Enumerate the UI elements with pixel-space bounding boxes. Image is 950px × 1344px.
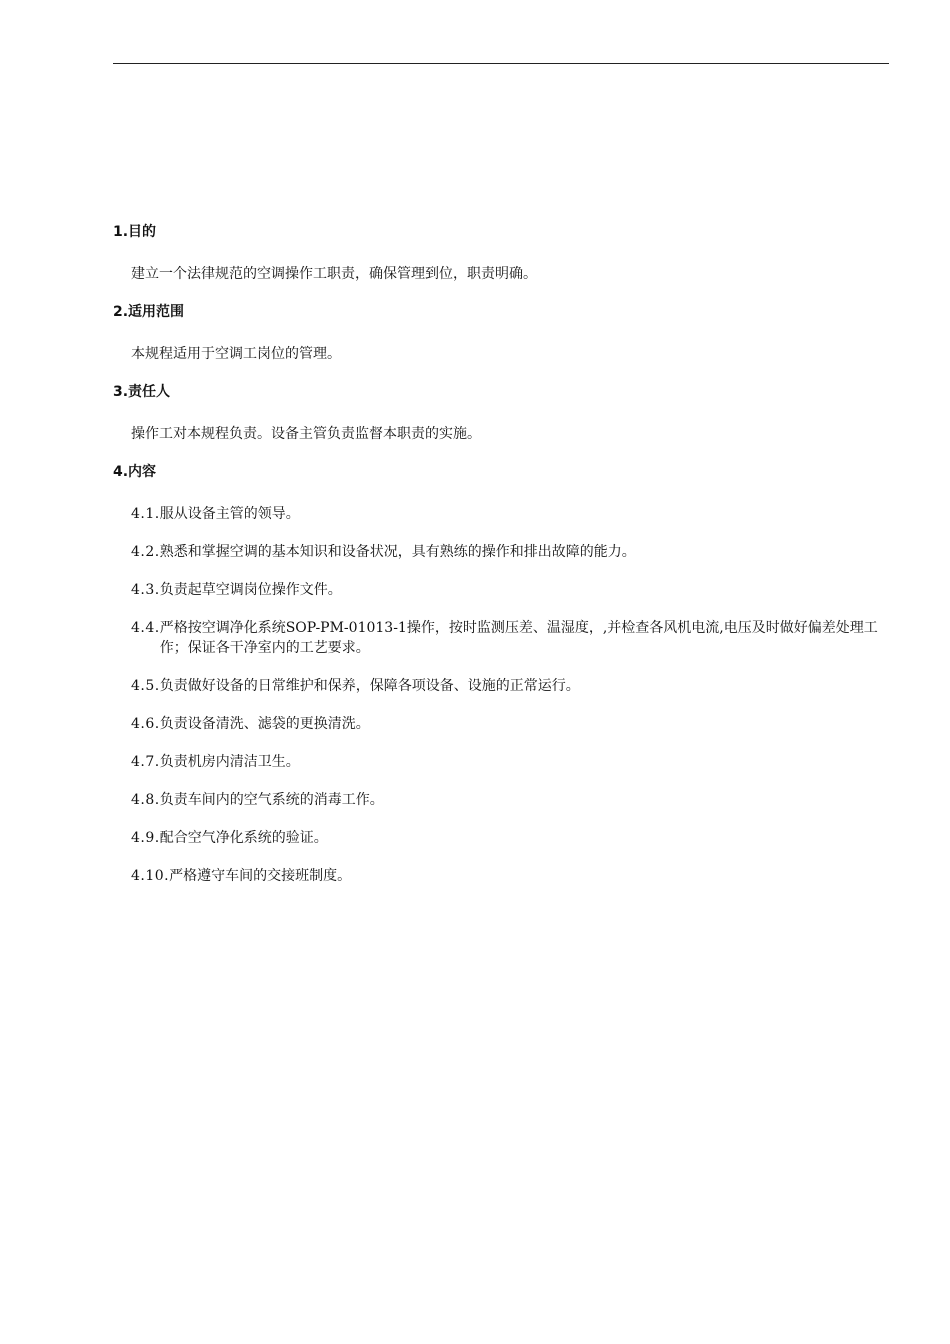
list-item: [113, 542, 891, 562]
list-item: [113, 618, 891, 658]
list-item: [113, 676, 891, 696]
item-number: 4.4.: [131, 620, 160, 636]
item-number: 4.10.: [131, 868, 170, 884]
list-item: [113, 752, 891, 772]
item-number: 4.2.: [131, 544, 160, 560]
list-item: [113, 866, 891, 886]
section-heading: 2.适用范围: [113, 304, 185, 320]
item-number: 4.5.: [131, 678, 160, 694]
section-responsible: [113, 382, 891, 462]
item-text: 负责做好设备的日常维护和保养，保障各项设备、设施的正常运行。: [159, 678, 580, 694]
item-number: 4.9.: [131, 830, 160, 846]
section-heading: 3.责任人: [113, 384, 171, 400]
list-item: [113, 714, 891, 734]
section-scope: [113, 302, 891, 382]
item-text: 负责车间内的空气系统的消毒工作。: [159, 792, 384, 808]
section-purpose: [113, 222, 891, 302]
item-text: 负责设备清洗、滤袋的更换清洗。: [159, 716, 370, 732]
item-number: 4.3.: [131, 582, 160, 598]
section-body: 本规程适用于空调工岗位的管理。: [131, 346, 341, 362]
section-body: 操作工对本规程负责。设备主管负责监督本职责的实施。: [131, 426, 481, 442]
list-item: [113, 790, 891, 810]
item-text: 熟悉和掌握空调的基本知识和设备状况，具有熟练的操作和排出故障的能力。: [159, 544, 636, 560]
item-number: 4.8.: [131, 792, 160, 808]
item-text: 严格遵守车间的交接班制度。: [169, 868, 352, 884]
item-text: 负责起草空调岗位操作文件。: [159, 582, 342, 598]
item-text: 配合空气净化系统的验证。: [159, 830, 328, 846]
section-heading: 1.目的: [113, 224, 157, 240]
list-item: [113, 828, 891, 848]
item-number: 4.6.: [131, 716, 160, 732]
item-text: 负责机房内清洁卫生。: [159, 754, 300, 770]
section-heading: 4.内容: [113, 464, 157, 480]
item-text: 严格按空调净化系统SOP-PM-01013-1操作，按时监测压差、温湿度，,并检查各风机电流,电压及时做好偏差处理工作；保证各干净室内的工艺要求。: [159, 620, 878, 656]
header-rule: [113, 63, 889, 64]
section-content: [113, 462, 891, 886]
list-item: [113, 504, 891, 524]
item-number: 4.7.: [131, 754, 160, 770]
item-text: 服从设备主管的领导。: [159, 506, 300, 522]
section-body: 建立一个法律规范的空调操作工职责，确保管理到位，职责明确。: [131, 266, 537, 282]
list-item: [113, 580, 891, 600]
item-number: 4.1.: [131, 506, 160, 522]
document-body: [113, 222, 891, 904]
